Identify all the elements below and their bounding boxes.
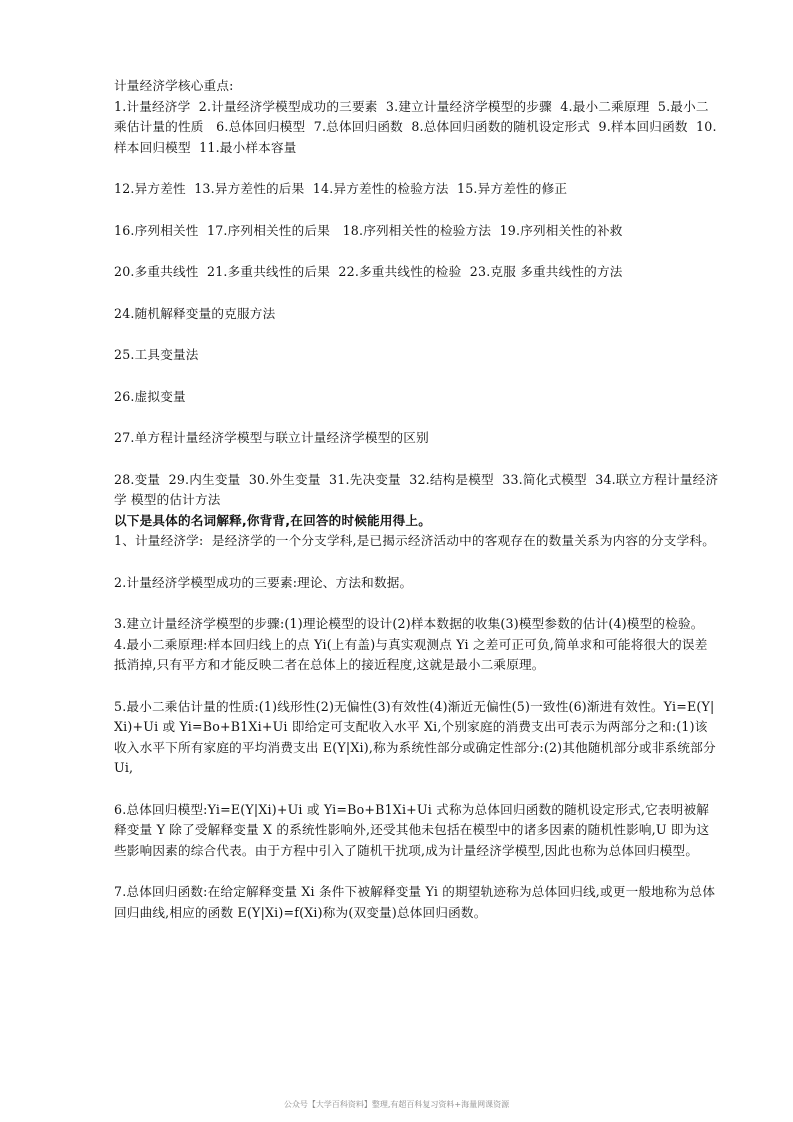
definition-2: 2.计量经济学模型成功的三要素:理论、方法和数据。 xyxy=(114,574,413,590)
list-line: 24.随机解释变量的克服方法 xyxy=(114,305,276,321)
list-line: 1.计量经济学 2.计量经济学模型成功的三要素 3.建立计量经济学模型的步骤 4.最小二乘原理 5.最小二乘估计量的性质 6.总体回归模型 7.总体回归函数 8.总体回归函数的随机设定形式 9.样本回归函数 10.样本回归模型 11.最小样本容量 xyxy=(114,98,717,155)
document-body xyxy=(114,76,720,923)
definition-7: 7.总体回归函数:在给定解释变量 Xi 条件下被解释变量 Yi 的期望轨迹称为总体回归线,或更一般地称为总体回归曲线,相应的函数 E(Y|Xi)=f(Xi)称为(双变量)总体回归函数。 xyxy=(114,884,716,920)
bold-note: 以下是具体的名词解释,你背背,在回答的时候能用得上。 xyxy=(114,512,432,528)
list-line: 27.单方程计量经济学模型与联立计量经济学模型的区别 xyxy=(114,430,429,445)
definition-6: 6.总体回归模型:Yi=E(Y|Xi)+Ui 或 Yi=Bo+B1Xi+Ui 式称为总体回归函数的随机设定形式,它表明被解释变量 Y 除了受解释变量 X 的系统性影响外,还受其他未包括在模型中的诸多因素的随机性影响,U 即为这些影响因素的综合代表。由于方程中引入了随机干扰项,成为计量经济学模型,因此也称为总体回归模型。 xyxy=(114,801,710,858)
list-line: 20.多重共线性 21.多重共线性的后果 22.多重共线性的检验 23.克服 多重共线性的方法 xyxy=(114,264,623,279)
definition-4: 4.最小二乘原理:样本回归线上的点 Yi(上有盖)与真实观测点 Yi 之差可正可负,简单求和可能将很大的误差抵消掉,只有平方和才能反映二者在总体上的接近程度,这就是最小二乘原理。 xyxy=(114,636,708,672)
definition-3: 3.建立计量经济学模型的步骤:(1)理论模型的设计(2)样本数据的收集(3)模型参数的估计(4)模型的检验。 xyxy=(114,616,704,631)
list-line: 25.工具变量法 xyxy=(114,347,199,362)
list-line: 12.异方差性 13.异方差性的后果 14.异方差性的检验方法 15.异方差性的修正 xyxy=(114,181,568,196)
list-line: 28.变量 29.内生变量 30.外生变量 31.先决变量 32.结构是模型 33.简化式模型 34.联立方程计量经济学 模型的估计方法 xyxy=(114,471,719,507)
page-heading: 计量经济学核心重点: xyxy=(114,78,234,93)
page-footer: 公众号【大学百科资料】整理,有超百科复习资料+海量网课资源 xyxy=(283,1100,510,1109)
definition-5: 5.最小二乘估计量的性质:(1)线形性(2)无偏性(3)有效性(4)渐近无偏性(5)一致性(6)渐进有效性。Yi=E(Y|Xi)+Ui 或 Yi=Bo+B1Xi+Ui 即给定可支配收入水平 Xi,个别家庭的消费支出可表示为两部分之和:(1)该收入水平下所有家庭的平均消费支出 E(Y|Xi),称为系统性部分或确定性部分:(2)其他随机部分或非系统部分 Ui, xyxy=(114,698,721,775)
definition-1: 1、计量经济学: 是经济学的一个分支学科,是已揭示经济活动中的客观存在的数量关系为内容的分支学科。 xyxy=(114,533,715,548)
list-line: 26.虚拟变量 xyxy=(114,388,186,404)
list-line: 16.序列相关性 17.序列相关性的后果 18.序列相关性的检验方法 19.序列相关性的补救 xyxy=(114,222,623,238)
